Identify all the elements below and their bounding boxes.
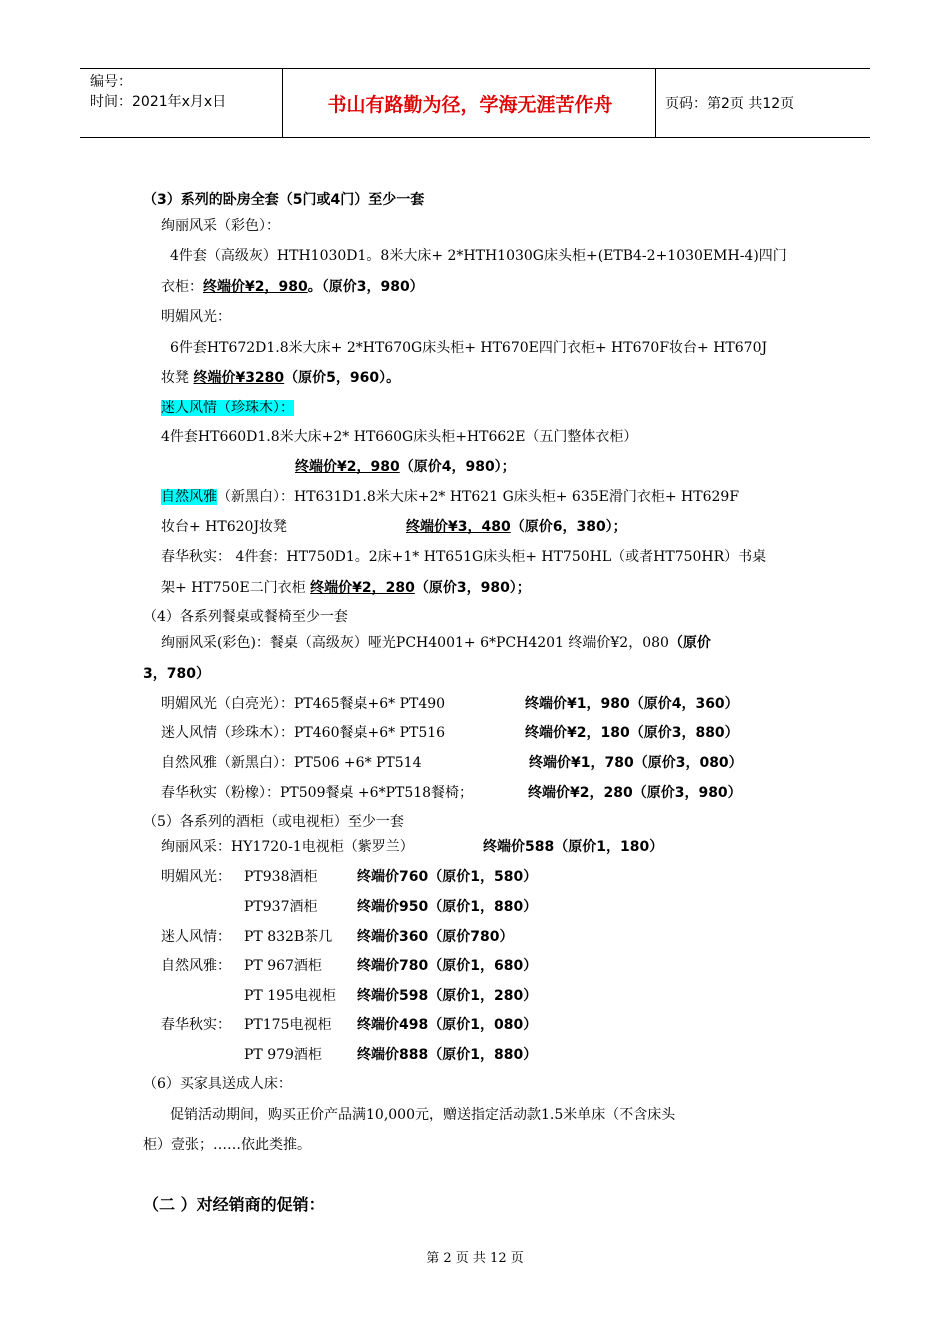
series-name <box>161 398 294 418</box>
cabinet-row: 自然风雅： PT 967酒柜 终端价780（原价1，680） <box>161 958 538 974</box>
cabinet-row: PT 979酒柜 终端价888（原价1，880） <box>244 1047 538 1063</box>
product-line: 妆凳 终端价¥3280（原价5，960）。 <box>161 370 401 386</box>
product-line: 4件套HT660D1.8米大床+2* HT660G床头柜+HT662E（五门整体衣柜） <box>161 429 638 445</box>
header-divider <box>282 69 283 137</box>
header-page-label: 页码：第2页 共12页 <box>665 96 795 112</box>
cabinet-row: 绚丽风采：HY1720-1电视柜（紫罗兰） 终端价588（原价1，180） <box>161 839 664 855</box>
section-3-title: （3）系列的卧房全套（5门或4门）至少一套 <box>143 192 425 208</box>
time-label: 时间：2021年x月x日 <box>90 94 227 110</box>
product-line: 绚丽风采(彩色)：餐桌（高级灰）哑光PCH4001+ 6*PCH4201 终端价¥2，080（原价 <box>161 635 711 651</box>
terminal-price: 终端价¥2，280 <box>310 580 415 596</box>
product-line: 4件套（高级灰）HTH1030D1。8米大床+ 2*HTH1030G床头柜+(ETB4-2+1030EMH-4)四门 <box>170 248 787 264</box>
dining-row: 春华秋实（粉橡）：PT509餐桌 +6*PT518餐椅； 终端价¥2，280（原价3，980） <box>161 785 742 801</box>
product-line: 妆台+ HT620J妆凳 终端价¥3，480（原价6，380）； <box>161 519 627 535</box>
product-line: 3，780） <box>143 666 210 682</box>
dining-row: 迷人风情（珍珠木）：PT460餐桌+6* PT516 终端价¥2，180（原价3，880） <box>161 725 739 741</box>
terminal-price: 终端价¥3280 <box>193 370 285 386</box>
product-line: 架+ HT750E二门衣柜 终端价¥2，280（原价3，980）； <box>161 580 531 596</box>
product-line: 6件套HT672D1.8米大床+ 2*HT670G床头柜+ HT670E四门衣柜+ HT670F妆台+ HT670J <box>170 340 768 356</box>
number-label: 编号： <box>90 74 132 90</box>
document-header <box>80 68 870 138</box>
cabinet-row: PT 195电视柜 终端价598（原价1，280） <box>244 988 538 1004</box>
terminal-price: 终端价¥2，980 <box>295 459 400 475</box>
product-line: 衣柜：终端价¥2，980。（原价3，980） <box>161 279 424 295</box>
header-divider <box>655 69 656 137</box>
cabinet-row: 春华秋实： PT175电视柜 终端价498（原价1，080） <box>161 1017 538 1033</box>
section-6-title: （6）买家具送成人床： <box>143 1076 292 1092</box>
page-footer: 第 2 页 共 12 页 <box>426 1251 524 1266</box>
highlighted-series: 迷人风情（珍珠木）： <box>161 400 294 416</box>
section-4-title: （4）各系列餐桌或餐椅至少一套 <box>143 609 348 625</box>
cabinet-row: 明媚风光： PT938酒柜 终端价760（原价1，580） <box>161 869 538 885</box>
series-name: 明媚风光： <box>161 309 231 325</box>
header-motto: 书山有路勤为径，学海无涯苦作舟 <box>327 93 613 116</box>
product-line: 终端价¥2，980（原价4，980）； <box>295 459 516 475</box>
promo-line: 促销活动期间，购买正价产品满10,000元，赠送指定活动款1.5米单床（不含床头 <box>170 1107 676 1123</box>
section-5-title: （5）各系列的酒柜（或电视柜）至少一套 <box>143 814 404 830</box>
cabinet-row: PT937酒柜 终端价950（原价1，880） <box>244 899 538 915</box>
highlighted-series: 自然风雅 <box>161 489 217 505</box>
header-left <box>90 72 226 112</box>
product-line: 自然风雅（新黑白）：HT631D1.8米大床+2* HT621 G床头柜+ 635E滑门衣柜+ HT629F <box>161 489 740 505</box>
promo-line: 柜）壹张；……依此类推。 <box>143 1137 311 1153</box>
series-name: 绚丽风采（彩色）： <box>161 218 280 234</box>
dining-row: 自然风雅（新黑白）：PT506 +6* PT514 终端价¥1，780（原价3，080） <box>161 755 743 771</box>
section-2-heading: （二 ）对经销商的促销： <box>143 1195 325 1214</box>
terminal-price: 终端价¥3，480 <box>406 519 511 535</box>
terminal-price: 终端价¥2，980 <box>203 279 308 295</box>
product-line: 春华秋实： 4件套：HT750D1。2床+1* HT651G床头柜+ HT750HL（或者HT750HR）书桌 <box>161 549 767 565</box>
dining-row: 明媚风光（白亮光）：PT465餐桌+6* PT490 终端价¥1，980（原价4，360） <box>161 696 739 712</box>
cabinet-row: 迷人风情： PT 832B茶几 终端价360（原价780） <box>161 929 514 945</box>
